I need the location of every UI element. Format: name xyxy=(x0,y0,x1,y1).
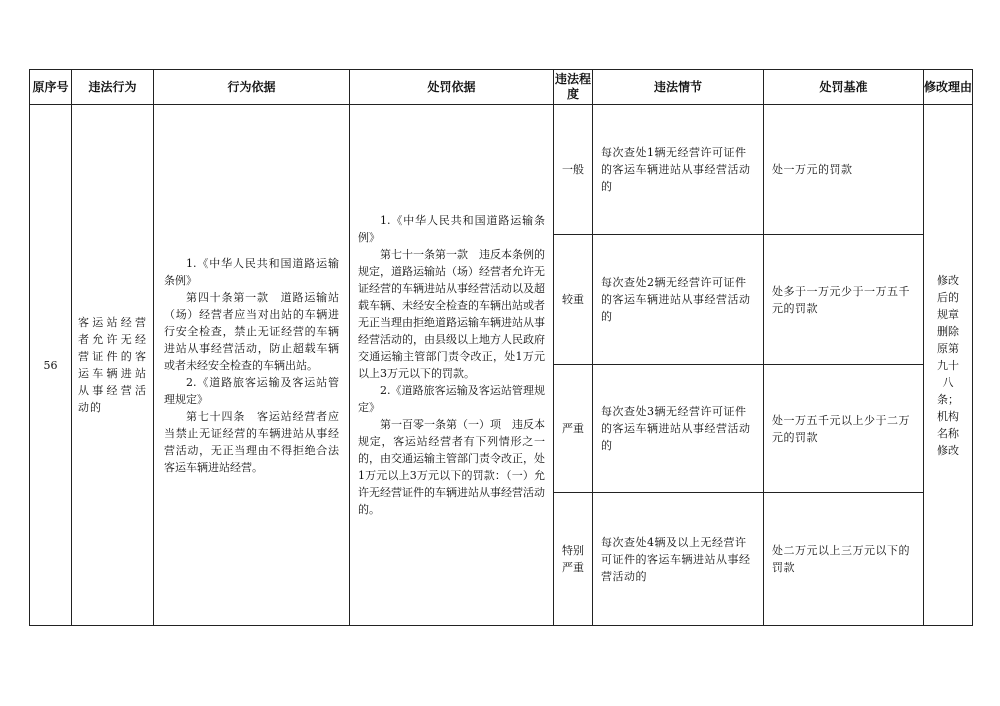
circumstance-cell: 每次查处4辆及以上无经营许可证件的客运车辆进站从事经营活动的 xyxy=(593,493,764,626)
standard-cell: 处一万五千元以上少于二万元的罚款 xyxy=(764,365,924,493)
behavior-basis xyxy=(154,105,350,626)
basis-paragraph: 2.《道路旅客运输及客运站管理规定》 xyxy=(164,375,339,406)
standard-cell: 处多于一万元少于一万五千元的罚款 xyxy=(764,235,924,365)
basis-paragraph: 第四十条第一款 道路运输站（场）经营者应当对出站的车辆进行安全检查，禁止无证经营的车辆进站从事经营活动，防止超载车辆或者未经安全检查的车辆出站。 xyxy=(164,290,339,372)
degree-cell: 特别严重 xyxy=(554,493,593,626)
penalty-paragraph: 第七十一条第一款 违反本条例的规定，道路运输站（场）经营者允许无证经营的车辆进站从事经营活动以及超载车辆、未经安全检查的车辆出站或者无正当理由拒绝道路运输车辆进站从事经营活动的，由县级以上地方人民政府交通运输主管部门责令改正，处1万元以上3万元以下的罚款。 xyxy=(358,248,545,380)
modification-reason xyxy=(924,105,973,626)
penalty-paragraph: 第一百零一条第（一）项 违反本规定，客运站经营者有下列情形之一的，由交通运输主管部门责令改正，处1万元以上3万元以下的罚款：（一）允许无经营证件的车辆进站从事经营活动的。 xyxy=(358,418,545,516)
degree-cell: 一般 xyxy=(554,105,593,235)
header-degree: 违法程度 xyxy=(554,70,593,105)
basis-paragraph: 第七十四条 客运站经营者应当禁止无证经营的车辆进站从事经营活动，无正当理由不得拒绝合法客运车辆进站经营。 xyxy=(164,409,339,474)
reason-line: 修改后的规章删除原第九十八条； xyxy=(937,273,959,406)
header-reason: 修改理由 xyxy=(924,70,973,105)
reason-line: 机构名称修改 xyxy=(937,409,959,457)
penalty-standard-table xyxy=(29,69,973,626)
penalty-basis xyxy=(350,105,554,626)
header-standard: 处罚基准 xyxy=(764,70,924,105)
header-circumstance: 违法情节 xyxy=(593,70,764,105)
standard-cell: 处一万元的罚款 xyxy=(764,105,924,235)
header-index: 原序号 xyxy=(30,70,72,105)
degree-cell: 较重 xyxy=(554,235,593,365)
basis-paragraph: 1.《中华人民共和国道路运输条例》 xyxy=(164,256,339,287)
header-row xyxy=(30,70,973,105)
header-basis: 行为依据 xyxy=(154,70,350,105)
circumstance-cell: 每次查处3辆无经营许可证件的客运车辆进站从事经营活动的 xyxy=(593,365,764,493)
violation-act: 客运站经营者允许无经营证件的客运车辆进站从事经营活动的 xyxy=(72,105,154,626)
penalty-paragraph: 2.《道路旅客运输及客运站管理规定》 xyxy=(358,384,545,414)
circumstance-cell: 每次查处1辆无经营许可证件的客运车辆进站从事经营活动的 xyxy=(593,105,764,235)
table-row xyxy=(30,105,973,235)
row-index: 56 xyxy=(30,105,72,626)
header-act: 违法行为 xyxy=(72,70,154,105)
header-penalty-basis: 处罚依据 xyxy=(350,70,554,105)
penalty-paragraph: 1.《中华人民共和国道路运输条例》 xyxy=(358,214,545,244)
standard-cell: 处二万元以上三万元以下的罚款 xyxy=(764,493,924,626)
degree-cell: 严重 xyxy=(554,365,593,493)
circumstance-cell: 每次查处2辆无经营许可证件的客运车辆进站从事经营活动的 xyxy=(593,235,764,365)
